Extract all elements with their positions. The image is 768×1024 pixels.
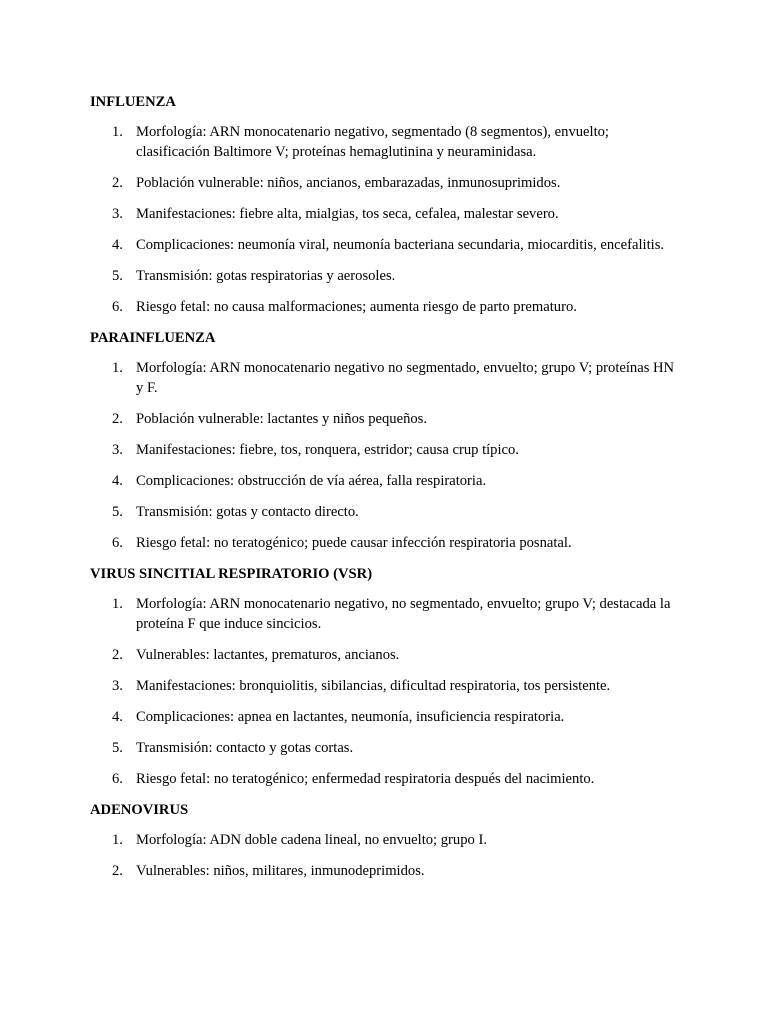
list-item [90,676,680,696]
list-item-number: 2. [112,647,123,663]
list-item-number: 6. [112,535,123,551]
list-item [90,204,680,224]
list-item-number: 5. [112,504,123,520]
list-item-number: 4. [112,473,123,489]
numbered-list [90,358,680,553]
list-item [90,122,680,162]
list-item-number: 5. [112,268,123,284]
list-item-text: Morfología: ARN monocatenario negativo, no segmentado, envuelto; grupo V; destacada la proteína F que induce sincicios. [136,596,671,632]
list-item [90,358,680,398]
list-item [90,707,680,727]
section-title: ADENOVIRUS [90,802,189,818]
list-item-number: 6. [112,299,123,315]
list-item-number: 2. [112,411,123,427]
list-item [90,769,680,789]
list-item [90,173,680,193]
list-item-text: Morfología: ARN monocatenario negativo, segmentado (8 segmentos), envuelto; clasificación Baltimore V; proteínas hemaglutinina y neuraminidasa. [136,124,609,160]
list-item-text: Complicaciones: apnea en lactantes, neumonía, insuficiencia respiratoria. [136,709,565,725]
list-item [90,533,680,553]
section-title: INFLUENZA [90,94,176,110]
list-item-number: 4. [112,237,123,253]
list-item [90,235,680,255]
list-item [90,594,680,634]
list-item-number: 6. [112,771,123,787]
list-item [90,502,680,522]
list-item-text: Complicaciones: obstrucción de vía aérea, falla respiratoria. [136,473,487,489]
list-item-text: Población vulnerable: lactantes y niños pequeños. [136,411,427,427]
list-item [90,409,680,429]
list-item-number: 4. [112,709,123,725]
list-item-text: Manifestaciones: bronquiolitis, sibilancias, dificultad respiratoria, tos persistente. [136,678,611,694]
list-item-text: Población vulnerable: niños, ancianos, embarazadas, inmunosuprimidos. [136,175,561,191]
list-item [90,830,680,850]
numbered-list [90,122,680,317]
list-item [90,266,680,286]
list-item-number: 2. [112,863,123,879]
numbered-list [90,830,680,881]
list-item-text: Riesgo fetal: no causa malformaciones; aumenta riesgo de parto prematuro. [136,299,577,315]
list-item-number: 3. [112,442,123,458]
list-item-number: 1. [112,360,123,376]
document-content [90,92,680,892]
list-item-number: 3. [112,678,123,694]
section-title: PARAINFLUENZA [90,330,216,346]
list-item-text: Transmisión: gotas respiratorias y aerosoles. [136,268,396,284]
list-item [90,440,680,460]
list-item-text: Manifestaciones: fiebre alta, mialgias, tos seca, cefalea, malestar severo. [136,206,559,222]
list-item-text: Vulnerables: lactantes, prematuros, ancianos. [136,647,400,663]
list-item-text: Morfología: ARN monocatenario negativo no segmentado, envuelto; grupo V; proteínas HN y F. [136,360,675,396]
numbered-list [90,594,680,789]
list-item-text: Vulnerables: niños, militares, inmunodeprimidos. [136,863,425,879]
list-item [90,471,680,491]
list-item-text: Transmisión: contacto y gotas cortas. [136,740,354,756]
list-item [90,861,680,881]
list-item [90,738,680,758]
list-item-number: 5. [112,740,123,756]
list-item [90,297,680,317]
list-item-number: 1. [112,124,123,140]
list-item-number: 1. [112,596,123,612]
list-item-text: Complicaciones: neumonía viral, neumonía bacteriana secundaria, miocarditis, encefalitis. [136,237,665,253]
list-item [90,645,680,665]
list-item-text: Riesgo fetal: no teratogénico; puede causar infección respiratoria posnatal. [136,535,572,551]
list-item-number: 2. [112,175,123,191]
list-item-text: Transmisión: gotas y contacto directo. [136,504,359,520]
list-item-number: 1. [112,832,123,848]
section-title: VIRUS SINCITIAL RESPIRATORIO (VSR) [90,566,373,582]
list-item-text: Riesgo fetal: no teratogénico; enfermedad respiratoria después del nacimiento. [136,771,595,787]
list-item-number: 3. [112,206,123,222]
list-item-text: Morfología: ADN doble cadena lineal, no envuelto; grupo I. [136,832,487,848]
list-item-text: Manifestaciones: fiebre, tos, ronquera, estridor; causa crup típico. [136,442,519,458]
